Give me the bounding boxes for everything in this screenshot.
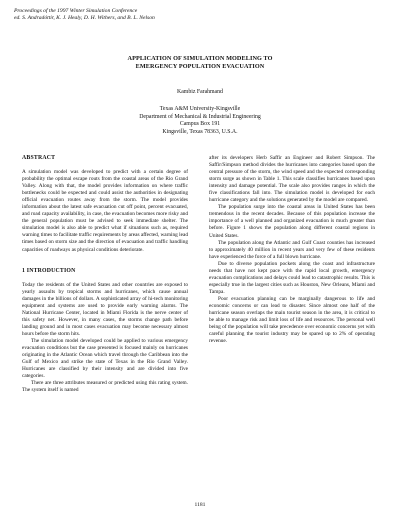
- page-number: 1181: [194, 502, 206, 508]
- left-column: [22, 155, 188, 394]
- intro-paragraph-1: Today the residents of the United States and other countries are exposed to yearly assaults by tropical storms and hurricanes, which cause annual damages in the billions of dollars. A sophisticated array of hi-tech monitoring equipment and systems are used to provide early warning alarms. The National Hurricane Center, located in Miami Florida is the nerve center of this safety net. However, in many cases, the storms change path before landing ground and in most cases evacuation may become necessary almost hours before the storm hits.: [22, 281, 188, 337]
- affiliation-line-2: Department of Mechanical & Industrial Engineering: [139, 113, 261, 120]
- affiliation-line-4: Kingsville, Texas 78363, U.S.A.: [162, 128, 238, 135]
- introduction-heading: 1 INTRODUCTION: [22, 267, 76, 274]
- title-line-1: APPLICATION OF SIMULATION MODELING TO: [127, 55, 273, 62]
- header-line-2: ed. S. Andradóttir, K. J. Healy, D. H. Withers, and B. L. Nelson: [14, 15, 155, 21]
- abstract-heading: ABSTRACT: [22, 155, 56, 161]
- header-line-1: Proceedings of the 1997 Winter Simulation Conference: [14, 8, 138, 14]
- right-paragraph-1: after its developers Herb Saffir an Engineer and Robert Simpson. The Saffir/Simpson method divides the hurricanes into categories based upon the central pressure of the storm, the wind speed and the expected corresponding storm surge as shown in Table 1. This scale classifies hurricanes based upon intensity and damage potential. The scale also provides ranges in which the five classifications fall into. The simulation model is developed for each hurricane category and the solutions generated by the model are compared.: [209, 155, 375, 204]
- paper-title: [0, 55, 400, 71]
- abstract-paragraph: A simulation model was developed to predict with a certain degree of probability the optimal escape routs from the coastal areas of the Rio Grand Valley. Along with that, the model provides information on where traffic bottlenecks could be expected and could assist the authorities in designating official evacuation routes away from the storm. The model provides information about the latest safe evacuation cut off point, percent evacuated, and road capacity availability, in case, the evacuation becomes more risky and the general population must be advised to seek immediate shelter. The simulation model is also able to predict what if situations such as, required warning times to facilitate traffic requirements by areas affected, warning lead times based on storm size and the direction of evacuation and traffic handling capacities of roadways as physical conditions deteriorate.: [22, 169, 188, 253]
- right-paragraph-5: Poor evacuation planning can be marginally dangerous to life and economic concerns or can lead to disaster. Since almost one half of the hurricane season overlaps the main tourist season in the area, it is critical to be able to manage risk and limit loss of life and resources. The personal well being of the population will take precedence over economic concerns yet with careful planning the tourist industry may be spared up to 2% of operating revenue.: [209, 295, 375, 345]
- affiliation-line-1: Texas A&M University-Kingsville: [159, 106, 241, 112]
- title-line-2: EMERGENCY POPULATION EVACUATION: [135, 63, 265, 70]
- right-paragraph-2: The population surge into the coastal areas in United States has been tremendous in the recent decades. Because of this population increase the importance of a well planned and organized evacuation is much greater than before. Figure 1 shows the population along different coastal regions in United States.: [209, 204, 375, 239]
- intro-paragraph-3: There are three attributes measured or predicted using this rating system. The system itself is named: [22, 380, 188, 394]
- affiliation-line-3: Campus Box 191: [179, 121, 221, 128]
- author-affiliation: [0, 106, 400, 136]
- right-paragraph-4: Due to diverse population pockets along the coast and infrastructure needs that have not kept pace with the rapid local growth, emergency evacuation complications and delays could lead to catastrophic results. This is especially true in the largest cities such as Houston, New Orleans, Miami and Tampa.: [209, 260, 375, 295]
- author-name: Kambiz Farahmand: [177, 89, 223, 95]
- proceedings-header: [14, 8, 374, 22]
- right-column: [209, 155, 375, 345]
- intro-paragraph-2: The simulation model developed could be applied to various emergency evacuation conditions but the case presented is focused mainly on hurricanes originating in the Atlantic Ocean which travel through the Caribbean into the Gulf of Mexico and strike the state of Texas in the Rio Grand Valley. Hurricanes are classified by their intensity and are divided into five categories.: [22, 337, 188, 380]
- right-paragraph-3: The population along the Atlantic and Gulf Coast counties has increased to approximately 40 million in recent years and very few of these residents have experienced the force of a full blown hurricane.: [209, 239, 375, 260]
